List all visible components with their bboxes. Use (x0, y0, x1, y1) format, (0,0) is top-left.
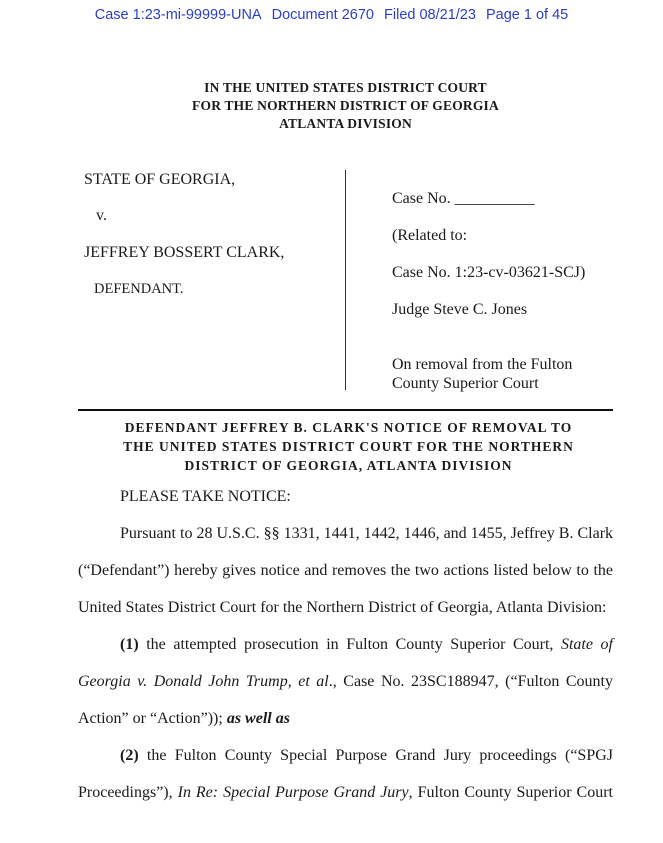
caption-rule (78, 409, 613, 411)
versus-label: v. (96, 207, 107, 224)
caption-divider (345, 170, 346, 390)
list-item-2-line2: Proceedings”), In Re: Special Purpose Grand Jury, Fulton County Superior Court (78, 784, 613, 801)
paragraph-line: Pursuant to 28 U.S.C. §§ 1331, 1441, 1442, 1446, and 1455, Jeffrey B. Clark (120, 525, 614, 542)
defendant-role: DEFENDANT. (94, 281, 184, 297)
document-title-line1: DEFENDANT JEFFREY B. CLARK'S NOTICE OF REMOVAL TO (124, 420, 573, 435)
judge-name: Judge Steve C. Jones (392, 301, 528, 318)
court-name-line1: IN THE UNITED STATES DISTRICT COURT (204, 80, 487, 95)
ecf-header (0, 7, 663, 23)
removal-source-line1: On removal from the Fulton (392, 356, 573, 373)
document-title-line3: DISTRICT OF GEORGIA, ATLANTA DIVISION (184, 458, 513, 473)
plaintiff-name: STATE OF GEORGIA, (84, 171, 236, 188)
related-to-label: (Related to: (392, 227, 468, 244)
list-item-1-line3: Action” or “Action”)); as well as (78, 710, 290, 727)
list-item-2-line1: (2) the Fulton County Special Purpose Grand Jury proceedings (“SPGJ (120, 747, 613, 764)
document-title-line2: THE UNITED STATES DISTRICT COURT FOR THE NORTHERN (123, 439, 574, 454)
header-document-number: Document 2670 (271, 7, 374, 23)
header-page-number: Page 1 of 45 (485, 7, 569, 23)
defendant-name: JEFFREY BOSSERT CLARK, (84, 244, 285, 261)
paragraph-line: (“Defendant”) hereby gives notice and removes the two actions listed below to the (78, 562, 613, 579)
header-case-number: Case 1:23-mi-99999-UNA (94, 7, 262, 23)
notice-heading: PLEASE TAKE NOTICE: (120, 488, 291, 505)
related-case-number: Case No. 1:23-cv-03621-SCJ) (392, 264, 586, 281)
removal-source-line2: County Superior Court (392, 375, 539, 392)
paragraph-line: United States District Court for the Northern District of Georgia, Atlanta Division: (78, 599, 607, 616)
list-item-1-line2: Georgia v. Donald John Trump, et al., Case No. 23SC188947, (“Fulton County (78, 673, 614, 690)
list-item-1-line1: (1) the attempted prosecution in Fulton County Superior Court, State of (120, 636, 613, 653)
court-division: ATLANTA DIVISION (279, 116, 412, 131)
court-name-line2: FOR THE NORTHERN DISTRICT OF GEORGIA (192, 98, 499, 113)
header-filed-date: Filed 08/21/23 (384, 7, 476, 23)
case-number-field: Case No. __________ (392, 190, 535, 207)
